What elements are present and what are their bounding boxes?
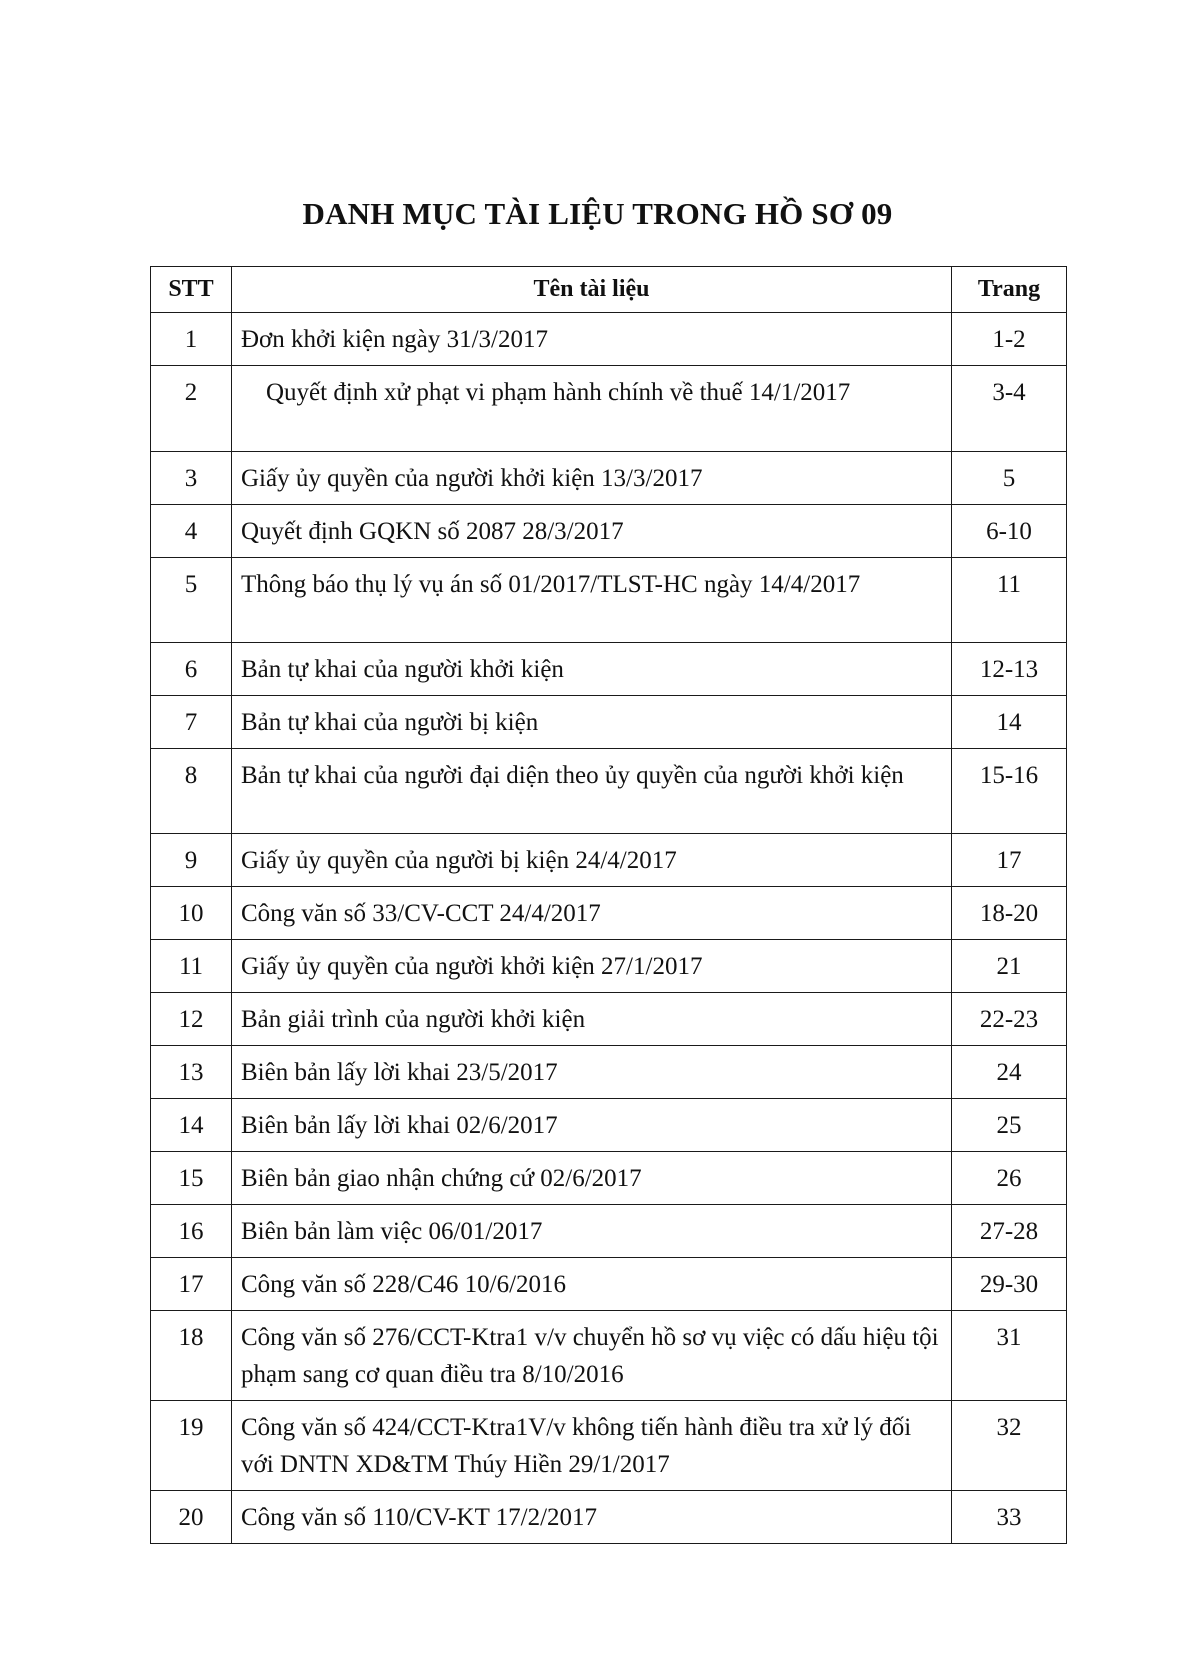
row-number: 3 [151,452,232,505]
page-range: 15-16 [952,749,1067,834]
document-name: Bản tự khai của người bị kiện [232,696,952,749]
table-row [151,887,1067,940]
table-row [151,1152,1067,1205]
table-row [151,505,1067,558]
table-row [151,940,1067,993]
table-row [151,1401,1067,1491]
document-name: Công văn số 424/CCT-Ktra1V/v không tiến hành điều tra xử lý đối với DNTN XD&TM Thúy Hiền 29/1/2017 [232,1401,952,1491]
page-range: 24 [952,1046,1067,1099]
page-range: 6-10 [952,505,1067,558]
document-name: Giấy ủy quyền của người khởi kiện 13/3/2017 [232,452,952,505]
row-number: 9 [151,834,232,887]
page-range: 25 [952,1099,1067,1152]
page-range: 27-28 [952,1205,1067,1258]
page-range: 32 [952,1401,1067,1491]
document-index-table [150,266,1067,1544]
row-number: 6 [151,643,232,696]
document-name: Công văn số 228/C46 10/6/2016 [232,1258,952,1311]
header-page: Trang [952,267,1067,313]
page-range: 21 [952,940,1067,993]
page-range: 29-30 [952,1258,1067,1311]
page-range: 22-23 [952,993,1067,1046]
page-range: 17 [952,834,1067,887]
table-row [151,366,1067,452]
page-range: 18-20 [952,887,1067,940]
table-row [151,696,1067,749]
table-row [151,1258,1067,1311]
row-number: 2 [151,366,232,452]
document-name: Biên bản giao nhận chứng cứ 02/6/2017 [232,1152,952,1205]
page-title: DANH MỤC TÀI LIỆU TRONG HỒ SƠ 09 [302,196,893,231]
table-row [151,313,1067,366]
table-header-row [151,267,1067,313]
document-name: Bản giải trình của người khởi kiện [232,993,952,1046]
row-number: 15 [151,1152,232,1205]
row-number: 4 [151,505,232,558]
table-row [151,749,1067,834]
table-row [151,558,1067,643]
document-name: Biên bản lấy lời khai 23/5/2017 [232,1046,952,1099]
page-range: 1-2 [952,313,1067,366]
page-range: 26 [952,1152,1067,1205]
page-range: 33 [952,1491,1067,1544]
table-row [151,1099,1067,1152]
table-row [151,1311,1067,1401]
document-name: Quyết định xử phạt vi phạm hành chính về thuế 14/1/2017 [232,366,952,452]
document-name: Giấy ủy quyền của người khởi kiện 27/1/2017 [232,940,952,993]
page-range: 14 [952,696,1067,749]
row-number: 20 [151,1491,232,1544]
row-number: 11 [151,940,232,993]
table-row [151,1205,1067,1258]
document-name: Công văn số 276/CCT-Ktra1 v/v chuyển hồ sơ vụ việc có dấu hiệu tội phạm sang cơ quan điều tra 8/10/2016 [232,1311,952,1401]
document-name: Đơn khởi kiện ngày 31/3/2017 [232,313,952,366]
table-row [151,993,1067,1046]
row-number: 13 [151,1046,232,1099]
document-name: Biên bản làm việc 06/01/2017 [232,1205,952,1258]
document-name: Giấy ủy quyền của người bị kiện 24/4/2017 [232,834,952,887]
row-number: 12 [151,993,232,1046]
document-name: Bản tự khai của người khởi kiện [232,643,952,696]
document-name: Thông báo thụ lý vụ án số 01/2017/TLST-HC ngày 14/4/2017 [232,558,952,643]
header-document-name: Tên tài liệu [232,267,952,313]
page-range: 31 [952,1311,1067,1401]
document-name: Công văn số 110/CV-KT 17/2/2017 [232,1491,952,1544]
table-row [151,834,1067,887]
row-number: 7 [151,696,232,749]
row-number: 17 [151,1258,232,1311]
table-row [151,452,1067,505]
row-number: 8 [151,749,232,834]
table-row [151,1491,1067,1544]
document-name: Bản tự khai của người đại diện theo ủy quyền của người khởi kiện [232,749,952,834]
table-row [151,1046,1067,1099]
page-range: 11 [952,558,1067,643]
document-name: Quyết định GQKN số 2087 28/3/2017 [232,505,952,558]
row-number: 10 [151,887,232,940]
row-number: 5 [151,558,232,643]
document-name: Công văn số 33/CV-CCT 24/4/2017 [232,887,952,940]
document-name: Biên bản lấy lời khai 02/6/2017 [232,1099,952,1152]
row-number: 16 [151,1205,232,1258]
row-number: 19 [151,1401,232,1491]
table-row [151,643,1067,696]
page-range: 3-4 [952,366,1067,452]
header-stt: STT [151,267,232,313]
row-number: 18 [151,1311,232,1401]
page-range: 5 [952,452,1067,505]
row-number: 1 [151,313,232,366]
row-number: 14 [151,1099,232,1152]
page-range: 12-13 [952,643,1067,696]
